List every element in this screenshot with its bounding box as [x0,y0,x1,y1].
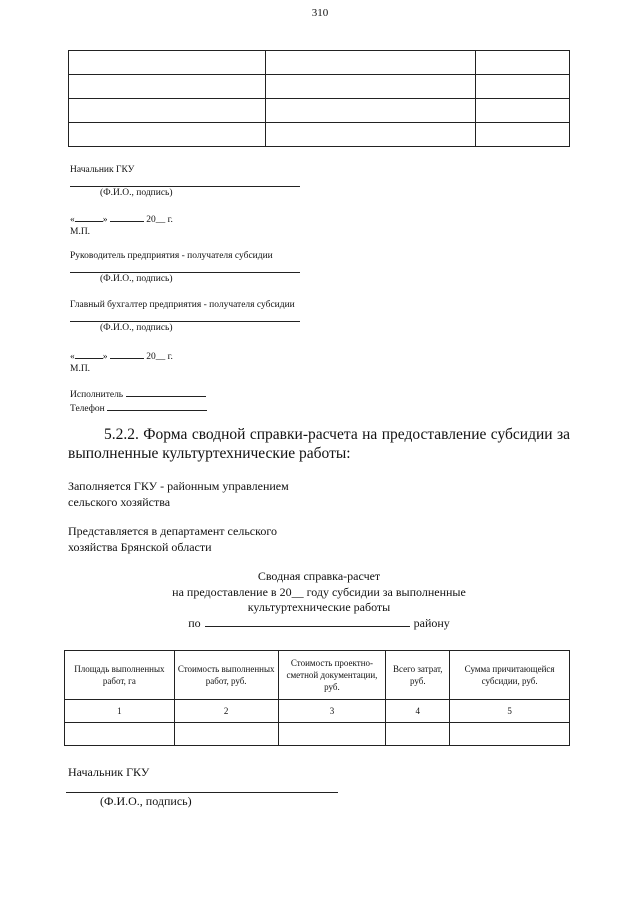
signature-hint: (Ф.И.О., подпись) [100,323,173,333]
date-block [70,349,173,375]
head-title: Начальник ГКУ [68,765,150,779]
column-header: Всего затрат, руб. [386,651,450,700]
director-title: Руководитель предприятия - получателя субсидии [70,251,273,261]
signature-line [70,262,300,273]
phone-line: Телефон [70,401,207,415]
district-line: по району [188,615,450,630]
executor-block [70,387,207,415]
filled-by-note: Заполняется ГКУ - районным управлением сельского хозяйства [68,479,289,509]
column-header: Стоимость проектно-сметной документации, руб. [278,651,386,700]
table-header-row [65,651,570,700]
calculation-table [64,650,570,746]
signature-line [66,780,338,793]
bottom-signature-block [68,764,338,809]
page-number: 310 [311,7,329,19]
accountant-title: Главный бухгалтер предприятия - получателя субсидии [70,300,295,310]
column-number: 5 [450,700,570,723]
stamp-label: М.П. [70,227,91,237]
column-header: Площадь выполненных работ, га [65,651,175,700]
signature-hint: (Ф.И.О., подпись) [100,188,173,198]
column-number: 3 [278,700,386,723]
date-year: 20__ г. [146,352,173,362]
section-heading: 5.2.2. Форма сводной справки-расчета на предоставление субсидии за выполненные культуртехнические работы: [68,426,570,462]
submitted-to-note: Представляется в департамент сельского хозяйства Брянской области [68,524,277,554]
continuation-table [68,50,570,147]
table-row [69,75,570,99]
column-number: 2 [174,700,278,723]
date-line: « » 20__ г. [70,349,173,363]
column-number: 4 [386,700,450,723]
form-title: Сводная справка-расчет на предоставление в 20__ году субсидии за выполненные культуртехнические работы по району [68,569,570,631]
head-signature-block [70,164,300,199]
column-number: 1 [65,700,175,723]
executor-line: Исполнитель [70,387,207,401]
column-number-row [65,700,570,723]
signature-hint: (Ф.И.О., подпись) [100,794,192,808]
table-row [65,723,570,746]
head-title: Начальник ГКУ [70,165,135,175]
signature-hint: (Ф.И.О., подпись) [100,274,173,284]
table-row [69,123,570,147]
column-header: Сумма причитающейся субсидии, руб. [450,651,570,700]
date-block [70,212,173,238]
stamp-label: М.П. [70,364,91,374]
director-signature-block [70,250,300,285]
column-header: Стоимость выполненных работ, руб. [174,651,278,700]
date-line: « » 20__ г. [70,212,173,226]
table-row [69,99,570,123]
date-year: 20__ г. [146,215,173,225]
accountant-signature-block [70,299,300,334]
table-row [69,51,570,75]
signature-line [70,311,300,322]
signature-line [70,176,300,187]
